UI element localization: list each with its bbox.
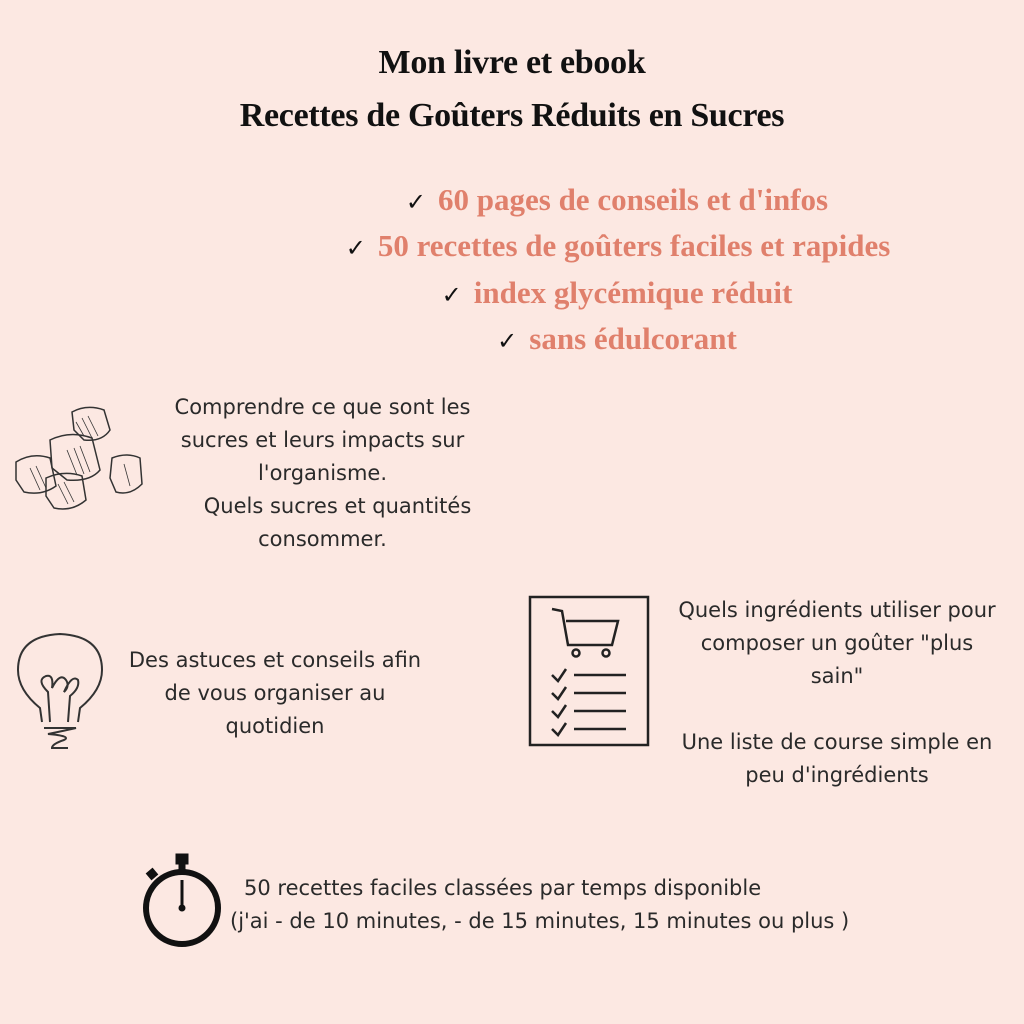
- block-line: sain": [810, 664, 864, 688]
- block-line: (j'ai - de 10 minutes, - de 15 minutes, 15 minutes ou plus ): [230, 909, 850, 933]
- block-line: consommer.: [258, 527, 387, 551]
- feature-label: 50 recettes de goûters faciles et rapides: [377, 228, 891, 263]
- ingredients-block: [650, 594, 1024, 792]
- feature-item: [105, 275, 1024, 311]
- block-line: Une liste de course simple en: [681, 730, 993, 754]
- block-line: de vous organiser au: [164, 681, 386, 705]
- feature-label: 60 pages de conseils et d'infos: [438, 182, 829, 217]
- checkmark-icon: ✓: [345, 234, 366, 262]
- block-line: l'organisme.: [257, 461, 388, 485]
- checkmark-icon: ✓: [405, 188, 426, 216]
- block-line: peu d'ingrédients: [745, 763, 929, 787]
- sugar-info-block: [145, 391, 500, 556]
- sugar-cubes-icon: [12, 400, 147, 515]
- checkmark-icon: ✓: [497, 327, 518, 355]
- feature-item: [106, 228, 1024, 264]
- shopping-list-icon: [528, 595, 650, 747]
- block-line: Comprendre ce que sont les: [174, 395, 471, 419]
- block-line: Quels sucres et quantités: [203, 494, 472, 518]
- feature-item: [105, 182, 1024, 218]
- checkmark-icon: ✓: [441, 281, 462, 309]
- block-line: Des astuces et conseils afin: [128, 648, 422, 672]
- block-line: Quels ingrédients utiliser pour: [678, 598, 996, 622]
- block-line: quotidien: [225, 714, 325, 738]
- feature-label: sans édulcorant: [529, 321, 737, 356]
- feature-item: [105, 321, 1024, 357]
- block-line: composer un goûter "plus: [700, 631, 974, 655]
- feature-label: index glycémique réduit: [473, 275, 793, 310]
- page-title-line2: Recettes de Goûters Réduits en Sucres: [239, 97, 785, 134]
- lightbulb-icon: [14, 630, 106, 752]
- tips-block: [105, 644, 445, 743]
- page-title-line1: Mon livre et ebook: [378, 44, 646, 81]
- recipes-block: [230, 872, 930, 938]
- block-line: sucres et leurs impacts sur: [180, 428, 465, 452]
- block-line: 50 recettes faciles classées par temps disponible: [244, 876, 762, 900]
- stopwatch-icon: [140, 852, 226, 948]
- block-spacer: [650, 693, 1024, 726]
